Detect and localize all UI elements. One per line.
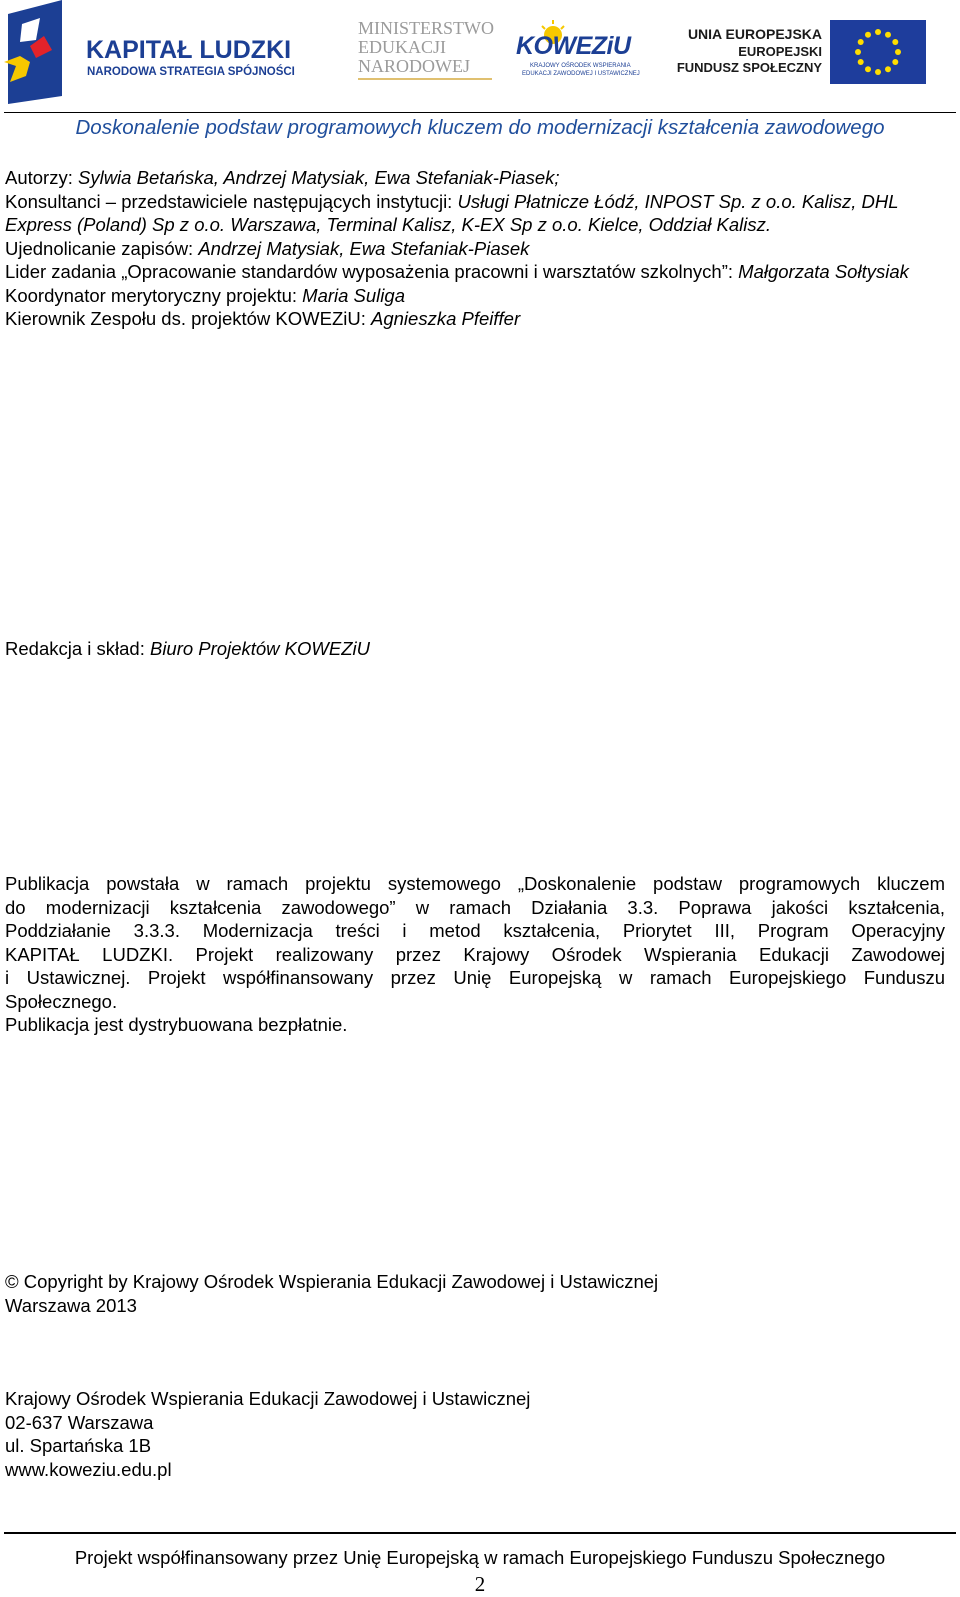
authors-label: Autorzy: (5, 167, 78, 188)
publication-line-3: Poddziałanie 3.3.3. Modernizacja treści i metod kształcenia, Priorytet III, Program Operacyjny (5, 920, 945, 941)
koweziu-name: KOWEZiU (516, 32, 631, 60)
ue-line2: EUROPEJSKI (738, 44, 822, 59)
leader-label: Lider zadania „Opracowanie standardów wyposażenia pracowni i warsztatów szkolnych”: (5, 261, 739, 282)
consultants-line (5, 190, 945, 237)
address-street: ul. Spartańska 1B (5, 1435, 152, 1456)
manager-value: Agnieszka Pfeiffer (371, 308, 521, 329)
coordinator-label: Koordynator merytoryczny projektu: (5, 284, 303, 306)
address-name: Krajowy Ośrodek Wspierania Edukacji Zawodowej i Ustawicznej (5, 1388, 531, 1409)
publication-line-4: KAPITAŁ LUDZKI. Projekt realizowany przez Krajowy Ośrodek Wspierania Edukacji Zawodowej (5, 943, 945, 965)
copyright-line: © Copyright by Krajowy Ośrodek Wspierania Edukacji Zawodowej i Ustawicznej (5, 1271, 659, 1292)
publication-line-1: Publikacja powstała w ramach projektu systemowego „Doskonalenie podstaw programowych kluczem (5, 873, 945, 894)
ministerstwo-line3: NARODOWEJ (358, 56, 470, 76)
ministerstwo-underline (358, 78, 492, 80)
publication-line-6: Społecznego. (5, 990, 118, 1012)
koweziu-logo (516, 18, 640, 82)
ue-line1: UNIA EUROPEJSKA (687, 26, 822, 42)
ministerstwo-logo (358, 18, 498, 88)
publication-free-note: Publikacja jest dystrybuowana bezpłatnie. (5, 1014, 348, 1035)
authors-value: Sylwia Betańska, Andrzej Matysiak, Ewa Stefaniak-Piasek; (78, 167, 560, 188)
koweziu-subtitle-1: KRAJOWY OŚRODEK WSPIERANIA (530, 63, 631, 69)
manager-line (5, 307, 945, 331)
header-divider (4, 112, 956, 113)
coordinator-value: Maria Suliga (302, 284, 405, 306)
ue-line3: FUNDUSZ SPOŁECZNY (676, 60, 822, 75)
coordinator-line (5, 284, 945, 308)
unia-europejska-logo (676, 18, 958, 88)
kapital-ludzki-logo (0, 0, 310, 105)
ministerstwo-line1: MINISTERSTWO (358, 18, 494, 38)
address-website-link[interactable]: www.koweziu.edu.pl (5, 1458, 172, 1480)
kapital-ludzki-emblem-icon (0, 0, 72, 104)
editorial-section (5, 637, 945, 661)
leader-line (5, 260, 945, 284)
unification-label: Ujednolicanie zapisów: (5, 237, 199, 259)
copyright-year: Warszawa 2013 (5, 1294, 137, 1316)
publication-section (5, 872, 945, 1037)
header-title: Doskonalenie podstaw programowych kluczem do modernizacji kształcenia zawodowego (75, 116, 885, 139)
ministerstwo-line2: EDUKACJI (358, 37, 446, 57)
page-number: 2 (474, 1572, 486, 1596)
unification-value: Andrzej Matysiak, Ewa Stefaniak-Piasek (198, 237, 530, 259)
consultants-value: Usługi Płatnicze Łódź, INPOST Sp. z o.o. Kalisz, DHL Express (Poland) Sp z o.o. Warszawa, Terminal Kalisz, K-EX Sp z o.o. Kielce, Oddział Kalisz. (5, 190, 899, 235)
koweziu-subtitle-2: EDUKACJI ZAWODOWEJ I USTAWICZNEJ (522, 71, 640, 77)
leader-value: Małgorzata Sołtysiak (738, 261, 909, 282)
unification-line (5, 237, 945, 261)
copyright-section (5, 1270, 945, 1317)
editorial-value: Biuro Projektów KOWEZiU (149, 638, 370, 659)
footer-divider (4, 1532, 956, 1534)
eu-flag-icon (830, 20, 926, 84)
manager-label: Kierownik Zespołu ds. projektów KOWEZiU: (5, 308, 372, 329)
consultants-label: Konsultanci – przedstawiciele następujących instytucji: (5, 190, 458, 212)
logo-bar (0, 0, 960, 112)
address-section (5, 1387, 945, 1481)
publication-line-2: do modernizacji kształcenia zawodowego” w ramach Działania 3.3. Poprawa jakości kształcenia, (5, 896, 945, 918)
footer-text: Projekt współfinansowany przez Unię Europejską w ramach Europejskiego Funduszu Społecznego (74, 1547, 886, 1568)
address-postal: 02-637 Warszawa (5, 1411, 154, 1433)
kapital-ludzki-subtitle: NARODOWA STRATEGIA SPÓJNOŚCI (87, 66, 295, 78)
publication-line-5: i Ustawicznej. Projekt współfinansowany przez Unię Europejską w ramach Europejskiego Funduszu (5, 967, 945, 988)
authors-line (5, 166, 945, 190)
credits-section (5, 166, 945, 331)
editorial-label: Redakcja i skład: (5, 638, 150, 659)
editorial-line (5, 637, 945, 661)
kapital-ludzki-title: KAPITAŁ LUDZKI (86, 36, 292, 64)
